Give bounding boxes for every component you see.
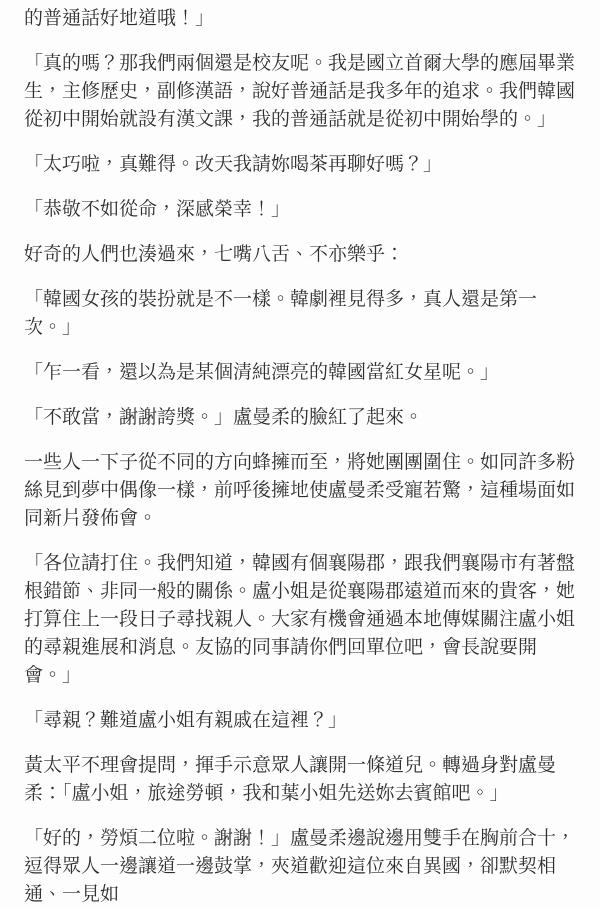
paragraph: 一些人一下子從不同的方向蜂擁而至，將她團團圍住。如同許多粉絲見到夢中偶像一樣，前呼後擁地使盧曼柔受寵若驚，這種場面如同新片發佈會。 [24,452,576,529]
paragraph: 「乍一看，還以為是某個清純漂亮的韓國當紅女星呢。」 [24,362,500,383]
paragraph: 「真的嗎？那我們兩個還是校友呢。我是國立首爾大學的應屆畢業生，主修歷史，副修漢語，說好普通話是我多年的追求。我們韓國從初中開始就設有漢文課，我的普通話就是從初中開始學的。」 [24,53,576,130]
paragraph: 「恭敬不如從命，深感榮幸！」 [24,199,291,220]
paragraph: 好奇的人們也湊過來，七嘴八舌、不亦樂乎： [24,244,405,265]
paragraph: 「尋親？難道盧小姐有親戚在這裡？」 [24,710,348,731]
paragraph: 「韓國女孩的裝扮就是不一樣。韓劇裡見得多，真人還是第一次。」 [24,289,538,338]
paragraph: 「各位請打住。我們知道，韓國有個襄陽郡，跟我們襄陽市有著盤根錯節、非同一般的關係。盧小姐是從襄陽郡遠道而來的貴客，她打算住上一段日子尋找親人。大家有機會通過本地傳媒關注盧小姐的尋親進展和消息。友協的同事請你們回單位吧，會長說要開會。」 [24,553,576,686]
paragraph: 「太巧啦，真難得。改天我請妳喝茶再聊好嗎？」 [24,154,443,175]
paragraph: 黃太平不理會提問，揮手示意眾人讓開一條道兒。轉過身對盧曼柔：「盧小姐，旅途勞頓，我和葉小姐先送妳去賓館吧。」 [24,755,557,804]
paragraph-continuation: 的普通話好地道哦！」 [24,8,215,29]
paragraph-cutoff: 「好的，勞煩二位啦。謝謝！」盧曼柔邊說邊用雙手在胸前合十，逗得眾人一邊讓道一邊鼓掌，夾道歡迎這位來自異國，卻默契相通、一見如 [24,828,576,905]
paragraph: 「不敢當，謝謝誇獎。」盧曼柔的臉紅了起來。 [24,407,424,428]
